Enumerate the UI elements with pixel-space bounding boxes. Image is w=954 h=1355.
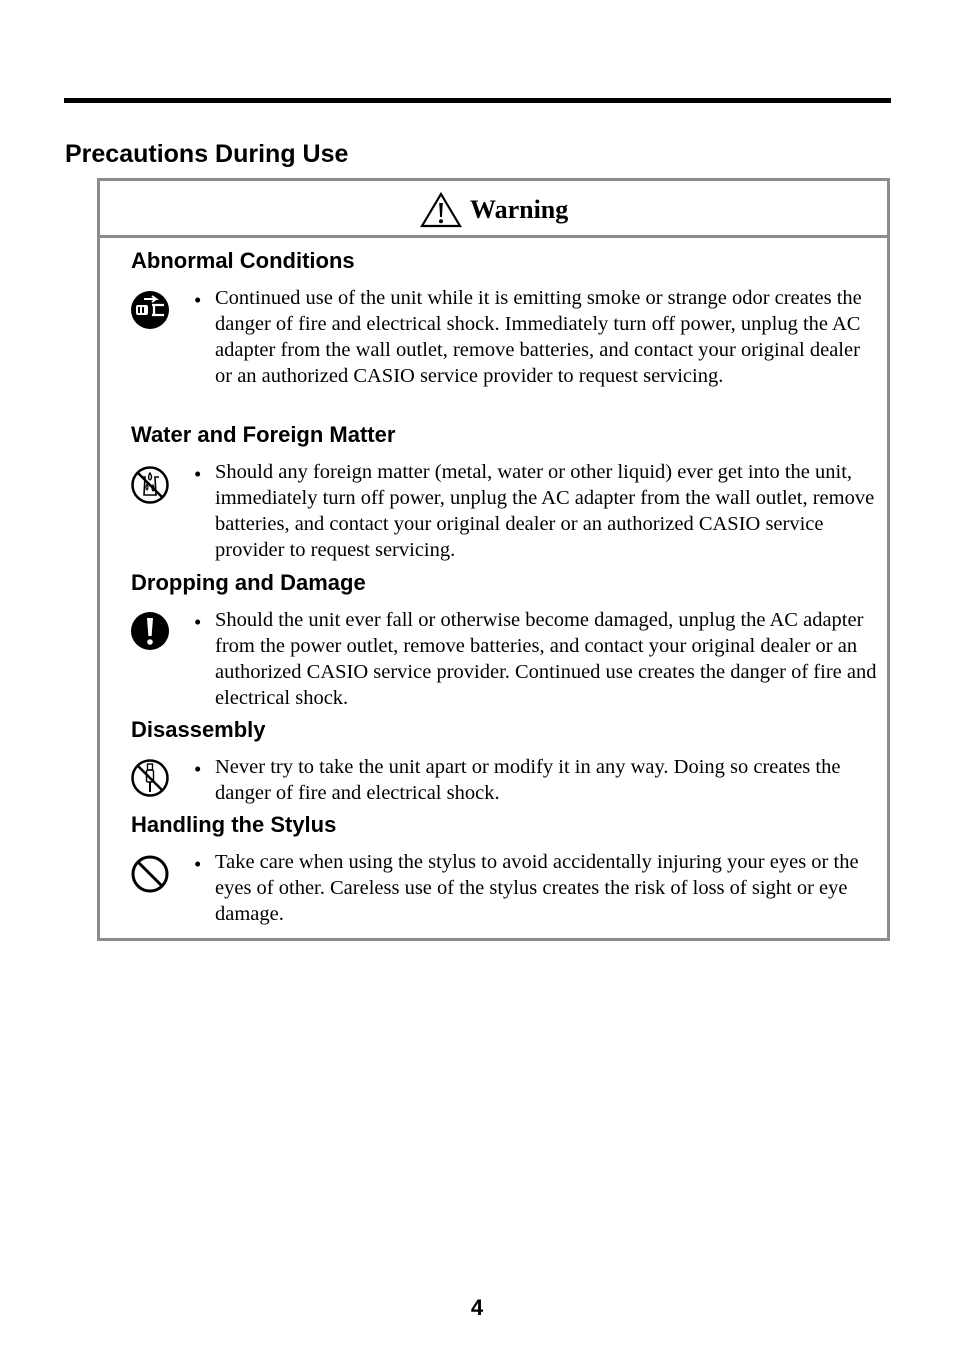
section-title-abnormal-conditions: Abnormal Conditions — [131, 248, 355, 273]
warning-header-content — [420, 192, 568, 228]
bullet-abnormal-conditions: • — [194, 288, 202, 312]
section-text-water-foreign-matter: Should any foreign matter (metal, water or other liquid) ever get into the unit, immediately turn off power, unplug the AC adapter from the wall outlet, remove batteries, and contact your original dealer or an authorized CASIO service provider to request servicing. — [215, 461, 875, 561]
page-title: Precautions During Use — [65, 140, 349, 168]
warning-header — [100, 181, 887, 238]
bullet-handling-stylus: • — [194, 852, 202, 876]
warning-triangle-icon — [420, 192, 462, 228]
unplug-icon — [130, 290, 170, 330]
warning-box — [97, 178, 890, 941]
top-rule — [64, 98, 891, 103]
section-title-handling-stylus: Handling the Stylus — [131, 812, 337, 837]
no-disassembly-icon — [130, 758, 170, 798]
section-title-disassembly: Disassembly — [131, 717, 266, 742]
warning-title: Warning — [470, 195, 569, 224]
section-text-disassembly: Never try to take the unit apart or modify it in any way. Doing so creates the danger of fire and electrical shock. — [215, 756, 841, 804]
bullet-water-foreign-matter: • — [194, 462, 202, 486]
bullet-disassembly: • — [194, 757, 202, 781]
page-number: 4 — [470, 1295, 484, 1320]
exclamation-icon — [130, 611, 170, 651]
section-title-dropping-damage: Dropping and Damage — [131, 570, 366, 595]
prohibited-icon — [130, 854, 170, 894]
section-text-abnormal-conditions: Continued use of the unit while it is emitting smoke or strange odor creates the danger of fire and electrical shock. Immediately turn off power, unplug the AC adapter from the wall outlet, remove batteries, and contact your original dealer or an authorized CASIO service provider to request servicing. — [215, 287, 862, 387]
no-liquid-icon — [130, 465, 170, 505]
bullet-dropping-damage: • — [194, 610, 202, 634]
section-title-water-foreign-matter: Water and Foreign Matter — [131, 422, 396, 447]
section-text-dropping-damage: Should the unit ever fall or otherwise become damaged, unplug the AC adapter from the power outlet, remove batteries, and contact your original dealer or an authorized CASIO service provider. Continued use creates the danger of fire and electrical shock. — [215, 609, 877, 709]
section-text-handling-stylus: Take care when using the stylus to avoid accidentally injuring your eyes or the eyes of other. Careless use of the stylus creates the risk of loss of sight or eye damage. — [215, 851, 859, 925]
